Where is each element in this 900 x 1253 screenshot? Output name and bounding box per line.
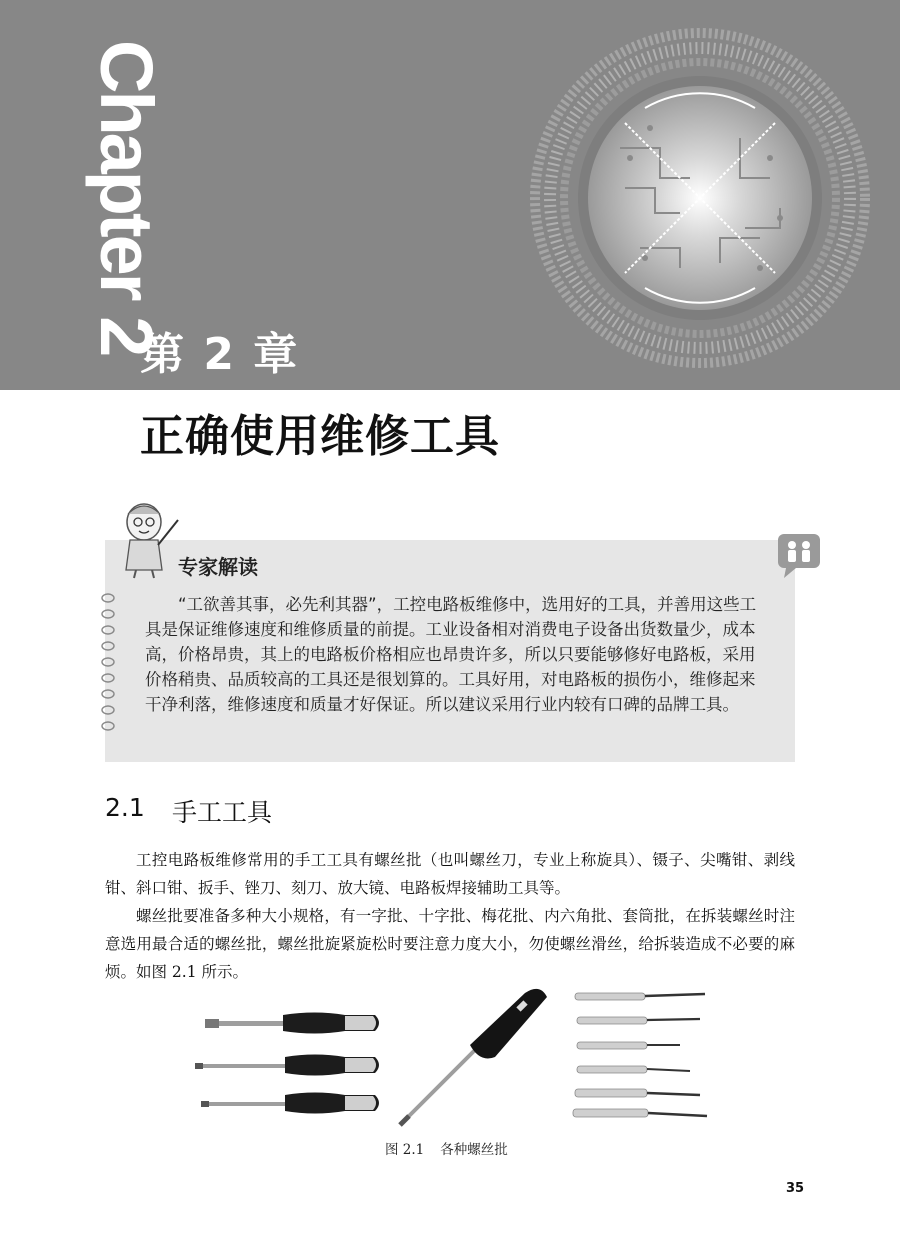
chapter-title: 正确使用维修工具 xyxy=(140,411,500,462)
screwdriver-set-left xyxy=(195,1013,379,1114)
expert-text: “工欲善其事，必先利其器”，工控电路板维修中，选用好的工具，并善用这些工具是保证维修速度和维修质量的前提。工业设备相对消费电子设备出货数量少，成本高，价格昂贵，其上的电路板价格相应也昂贵许多，所以只要能够修好电路板，采用价格稍贵、品质较高的工具还是很划算的。工具好用，对电路板的损伤小，维修起来干净利落，维修速度和质量才好保证。所以建议采用行业内较有口碑的品牌工具。 xyxy=(145,595,757,714)
precision-screwdriver-set xyxy=(573,993,707,1117)
chapter-tag-text: Chapter 2 xyxy=(85,40,168,355)
section-number: 2.1 xyxy=(105,793,145,822)
teacher-mascot-icon xyxy=(118,500,184,580)
screwdrivers-figure xyxy=(195,985,725,1125)
discussion-icon xyxy=(776,530,822,580)
chapter-tag xyxy=(6,40,168,355)
expert-heading: 专家解读 xyxy=(178,555,258,579)
figure-caption-text: 各种螺丝批 xyxy=(440,1142,508,1158)
chapter-number: 第 2 章 xyxy=(140,329,300,380)
body-paragraph: 螺丝批要准备多种大小规格，有一字批、十字批、梅花批、内六角批、套筒批，在拆装螺丝时注意选用最合适的螺丝批，螺丝批旋紧旋松时要注意力度大小，勿使螺丝滑丝，给拆装造成不必要的麻烦。如图 2.1 所示。 xyxy=(105,907,795,981)
figure-label: 图 2.1 xyxy=(385,1142,425,1158)
circuit-disc-illustration xyxy=(530,28,870,368)
spiral-binding-icon xyxy=(98,592,118,742)
body-paragraph: 工控电路板维修常用的手工工具有螺丝批（也叫螺丝刀，专业上称旋具）、镊子、尖嘴钳、剥线钳、斜口钳、扳手、锉刀、刻刀、放大镜、电路板焊接辅助工具等。 xyxy=(105,851,795,897)
section-title: 手工工具 xyxy=(172,798,273,827)
page-number: 35 xyxy=(786,1181,805,1196)
chapter-header-band xyxy=(0,0,900,390)
screwdriver-large xyxy=(400,989,547,1125)
figure-caption xyxy=(385,1138,508,1158)
